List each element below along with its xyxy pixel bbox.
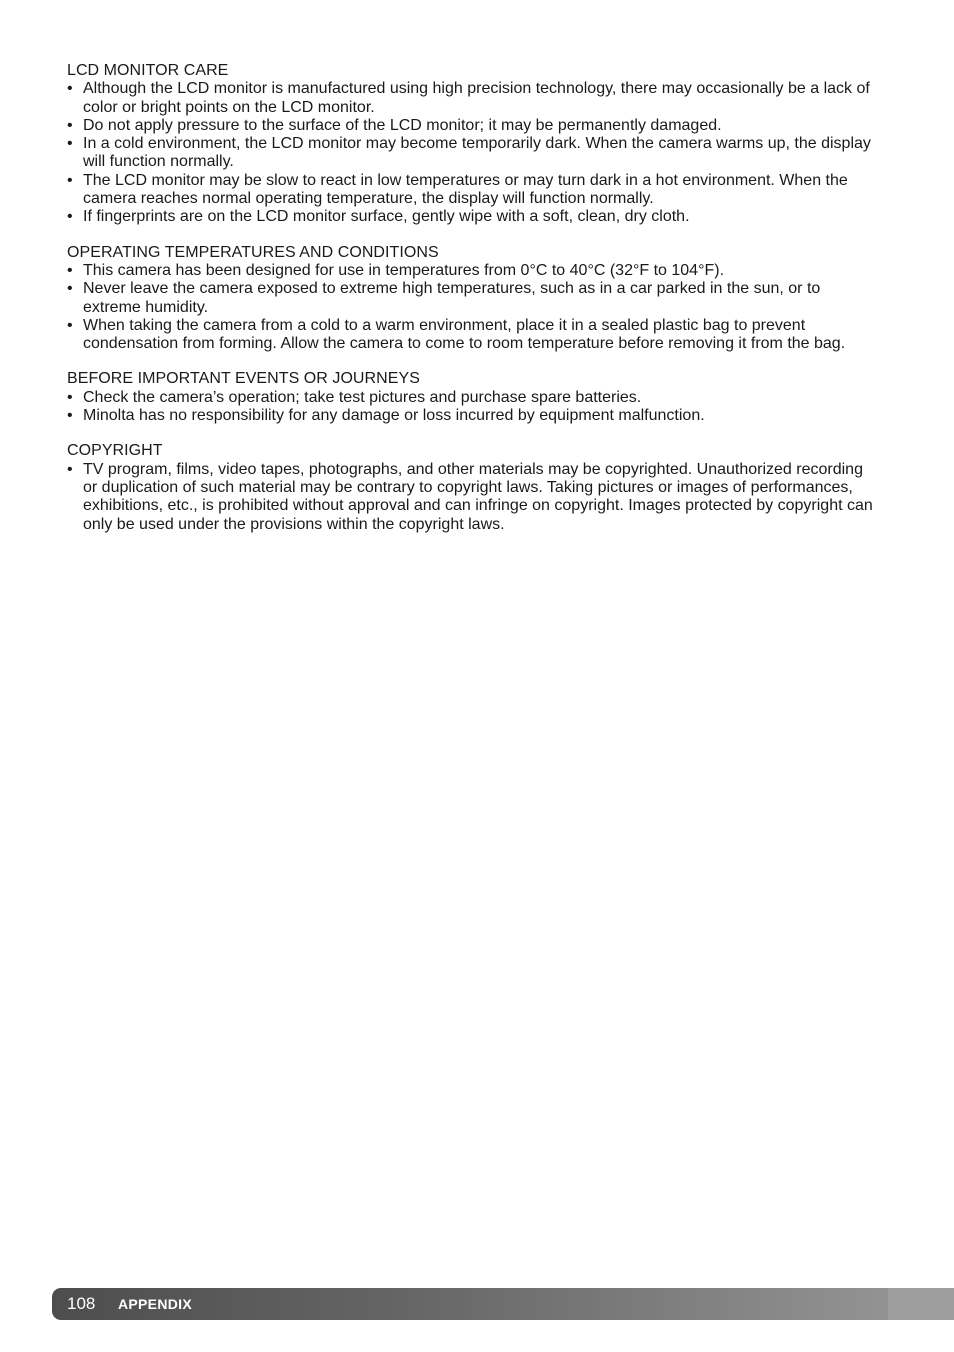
footer-bar-end <box>888 1288 954 1320</box>
bullet-icon: • <box>67 316 73 334</box>
list-item <box>67 208 879 226</box>
list-item-text: Check the camera’s operation; take test pictures and purchase spare batteries. <box>83 388 642 406</box>
section-before-important-events <box>67 370 879 425</box>
list-item <box>67 407 879 425</box>
footer-section-label: APPENDIX <box>118 1296 192 1312</box>
section-title: BEFORE IMPORTANT EVENTS OR JOURNEYS <box>67 370 420 388</box>
list-item-text: Do not apply pressure to the surface of the LCD monitor; it may be permanently damaged. <box>83 116 722 134</box>
bullet-list <box>67 80 879 226</box>
bullet-list <box>67 389 879 426</box>
bullet-icon: • <box>67 407 73 425</box>
bullet-icon: • <box>67 135 73 153</box>
bullet-icon: • <box>67 116 73 134</box>
page-content <box>67 62 879 551</box>
section-title: OPERATING TEMPERATURES AND CONDITIONS <box>67 243 439 261</box>
bullet-list <box>67 461 879 534</box>
section-title: LCD MONITOR CARE <box>67 62 229 79</box>
list-item <box>67 80 879 117</box>
bullet-list <box>67 262 879 353</box>
list-item-text: TV program, films, video tapes, photographs, and other materials may be copyrighted. Unauthorized recording or duplication of such material may be contrary to copyright laws. Taking pictures or images of performances, exhibitions, etc., is prohibited without approval and can infringe on copyright. Images protected by copyright can only be used under the provisions within the copyright laws. <box>83 460 873 533</box>
list-item <box>67 135 879 172</box>
bullet-icon: • <box>67 208 73 226</box>
list-item-text: If fingerprints are on the LCD monitor surface, gently wipe with a soft, clean, dry cloth. <box>83 208 690 226</box>
list-item <box>67 389 879 407</box>
page-footer-bar <box>52 1288 954 1320</box>
section-lcd-monitor-care <box>67 62 879 227</box>
list-item <box>67 172 879 209</box>
list-item <box>67 317 879 354</box>
list-item <box>67 461 879 534</box>
list-item-text: This camera has been designed for use in temperatures from 0°C to 40°C (32°F to 104°F). <box>83 261 725 279</box>
bullet-icon: • <box>67 80 73 98</box>
section-copyright <box>67 442 879 533</box>
list-item-text: When taking the camera from a cold to a warm environment, place it in a sealed plastic bag to prevent condensation from forming. Allow the camera to come to room temperature before removing it from the bag. <box>83 316 846 353</box>
list-item-text: In a cold environment, the LCD monitor may become temporarily dark. When the camera warms up, the display will function normally. <box>83 135 871 171</box>
list-item-text: Minolta has no responsibility for any damage or loss incurred by equipment malfunction. <box>83 407 705 425</box>
list-item-text: Although the LCD monitor is manufactured using high precision technology, there may occasionally be a lack of color or bright points on the LCD monitor. <box>83 80 870 116</box>
list-item <box>67 262 879 280</box>
section-title: COPYRIGHT <box>67 442 163 460</box>
list-item <box>67 117 879 135</box>
list-item-text: The LCD monitor may be slow to react in low temperatures or may turn dark in a hot environment. When the camera reaches normal operating temperature, the display will function normally. <box>83 171 848 208</box>
bullet-icon: • <box>67 388 73 406</box>
bullet-icon: • <box>67 460 73 478</box>
section-operating-temperatures <box>67 244 879 354</box>
list-item <box>67 280 879 317</box>
bullet-icon: • <box>67 261 73 279</box>
list-item-text: Never leave the camera exposed to extreme high temperatures, such as in a car parked in the sun, or to extreme humidity. <box>83 280 821 316</box>
bullet-icon: • <box>67 280 73 298</box>
page-number: 108 <box>67 1294 96 1313</box>
bullet-icon: • <box>67 171 73 189</box>
